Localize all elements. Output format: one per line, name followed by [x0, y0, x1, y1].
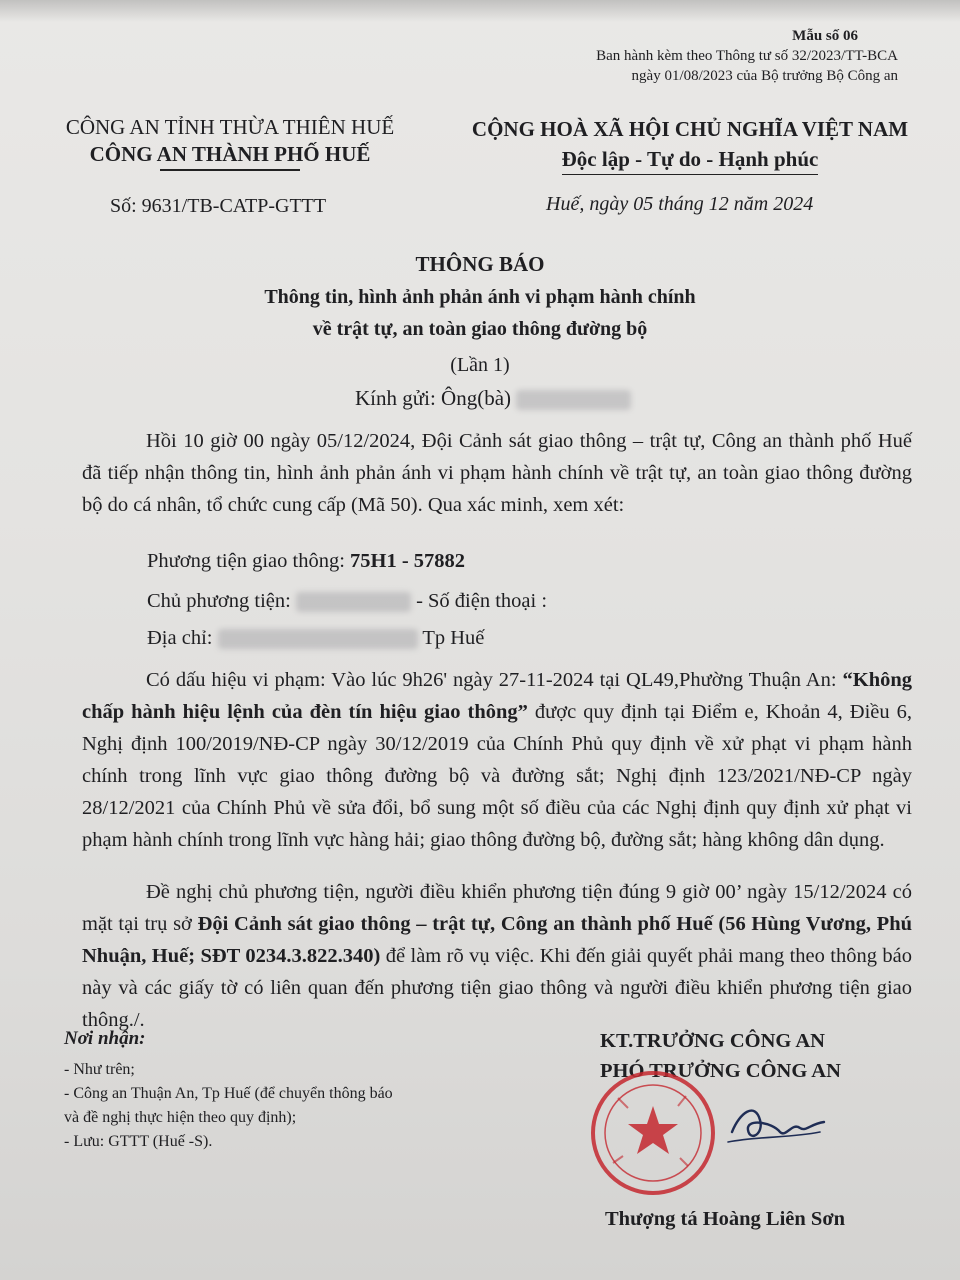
document-subtitle-2: về trật tự, an toàn giao thông đường bộ — [312, 318, 648, 340]
national-name: CỘNG HOÀ XÃ HỘI CHỦ NGHĨA VIỆT NAM — [471, 117, 909, 141]
recipients-title: Nơi nhận: — [64, 1028, 146, 1049]
owner-label: Chủ phương tiện: — [147, 590, 296, 612]
signer-title-1: KT.TRƯỞNG CÔNG AN — [600, 1030, 825, 1052]
form-reference — [596, 26, 898, 86]
redacted-address — [218, 629, 418, 649]
red-seal-stamp — [588, 1068, 718, 1198]
vehicle-plate: 75H1 - 57882 — [350, 550, 466, 572]
national-motto: Độc lập - Tự do - Hạnh phúc — [562, 144, 819, 175]
form-number: Mẫu số 06 — [792, 28, 858, 44]
notice-count: (Lần 1) — [450, 354, 510, 376]
paragraph-violation: Có dấu hiệu vi phạm: Vào lúc 9h26' ngày 27-11-2024 tại QL49,Phường Thuận An: “Không chấp hành hiệu lệnh của đèn tín hiệu giao thông” được quy định tại Điểm e, Khoản 4, Điều 6, Nghị định 100/2019/NĐ-CP ngày 30/12/2019 của Chính Phủ quy định về xử phạt vi phạm hành chính trong lĩnh vực giao thông đường bộ và đường sắt; Nghị định 123/2021/NĐ-CP ngày 28/12/2021 của Chính Phủ về sửa đổi, bổ sung một số điều của các Nghị định quy định xử phạt vi phạm hành chính trong lĩnh vực hàng hải; giao thông đường bộ, đường sắt; hàng không dân dụng. — [82, 669, 912, 851]
signer-title-2: PHÓ TRƯỞNG CÔNG AN — [600, 1060, 841, 1082]
document-subtitle-1: Thông tin, hình ảnh phản ánh vi phạm hành chính — [264, 286, 696, 308]
agency-parent: CÔNG AN TỈNH THỪA THIÊN HUẾ — [65, 115, 395, 139]
handwritten-signature — [720, 1092, 830, 1152]
address-label: Địa chỉ: — [147, 627, 218, 649]
agency-name: CÔNG AN THÀNH PHỐ HUẾ — [89, 142, 371, 166]
addressee — [355, 386, 631, 411]
recipient-item: - Lưu: GTTT (Huế -S). — [64, 1133, 213, 1150]
document-date: Huế, ngày 05 tháng 12 năm 2024 — [546, 193, 814, 215]
paragraph-request: Đề nghị chủ phương tiện, người điều khiển phương tiện đúng 9 giờ 00’ ngày 15/12/2024 có mặt tại trụ sở Đội Cảnh sát giao thông – trật tự, Công an thành phố Huế (56 Hùng Vương, Phú Nhuận, Huế; SĐT 0234.3.822.340) để làm rõ vụ việc. Khi đến giải quyết phải mang theo thông báo này và các giấy tờ có liên quan đến phương tiện giao thông và người điều khiển phương tiện giao thông./. — [82, 881, 913, 1031]
document-title: THÔNG BÁO — [415, 252, 545, 276]
owner-line — [147, 590, 547, 613]
phone-label: - Số điện thoại : — [416, 590, 548, 612]
recipient-item: - Như trên; — [64, 1061, 135, 1078]
form-issued-line-2: ngày 01/08/2023 của Bộ trưởng Bộ Công an — [631, 68, 898, 84]
redacted-name — [516, 390, 631, 410]
page-shadow — [0, 0, 960, 22]
agency-header — [40, 114, 420, 171]
violation-name: “Không chấp hành hiệu lệnh của đèn tín hiệu giao thông” — [82, 669, 912, 723]
address-line — [147, 627, 484, 650]
form-issued-line-1: Ban hành kèm theo Thông tư số 32/2023/TT-BCA — [596, 48, 898, 64]
paragraph-intro: Hồi 10 giờ 00 ngày 05/12/2024, Đội Cảnh sát giao thông – trật tự, Công an thành phố Huế đã tiếp nhận thông tin, hình ảnh phản ánh vi phạm hành chính về trật tự, an toàn giao thông đường bộ do cá nhân, tổ chức cung cấp (Mã 50). Qua xác minh, xem xét: — [82, 430, 912, 516]
signer-name: Thượng tá Hoàng Liên Sơn — [605, 1208, 846, 1230]
redacted-owner — [296, 592, 411, 612]
document-number: Số: 9631/TB-CATP-GTTT — [110, 195, 327, 217]
vehicle-line — [147, 550, 465, 573]
recipient-item: và đề nghị thực hiện theo quy định); — [64, 1109, 297, 1126]
address-city: Tp Huế — [422, 627, 485, 649]
addressee-label: Kính gửi: Ông(bà) — [355, 386, 512, 410]
national-header — [440, 114, 940, 175]
request-office: Đội Cảnh sát giao thông – trật tự, Công an thành phố Huế (56 Hùng Vương, Phú Nhuận, Huế; SĐT 0234.3.822.340) — [82, 913, 912, 967]
vehicle-label: Phương tiện giao thông: — [147, 550, 351, 572]
agency-underline — [160, 169, 300, 171]
recipient-item: - Công an Thuận An, Tp Huế (để chuyển thông báo — [64, 1085, 393, 1102]
